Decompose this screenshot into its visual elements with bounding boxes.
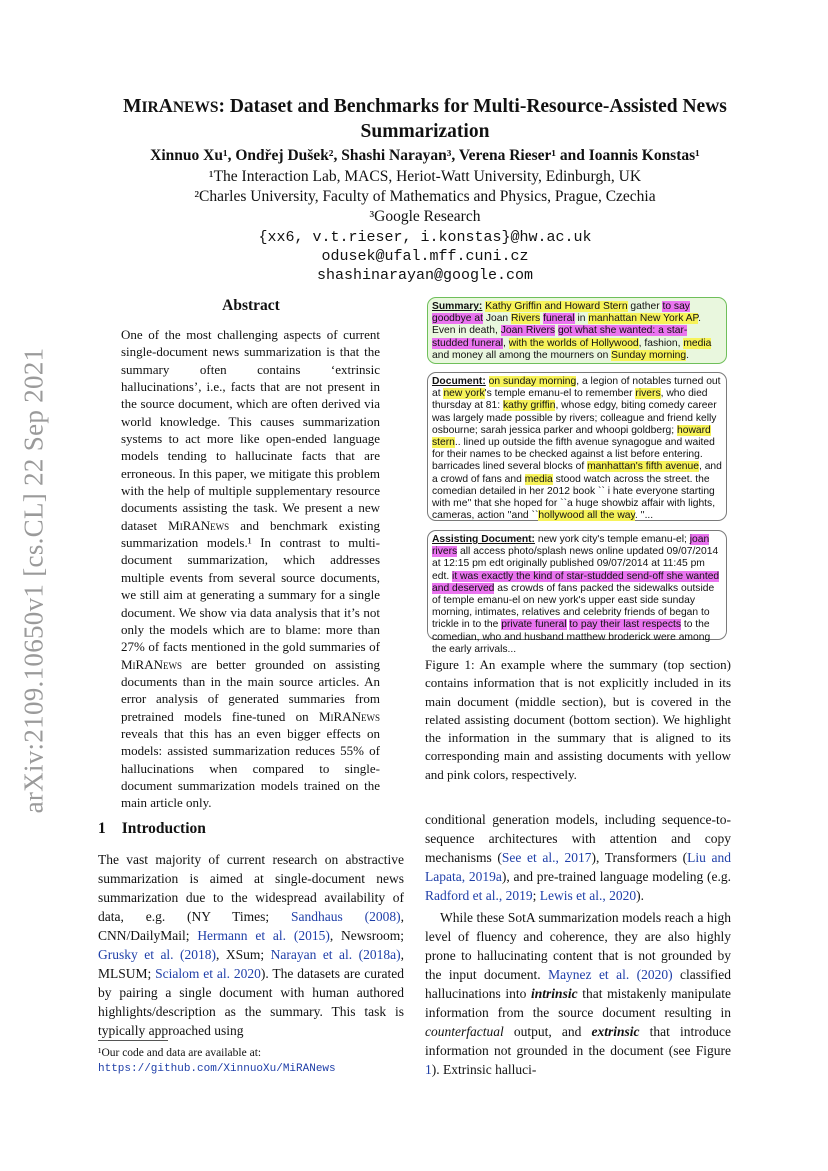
abstract-body: One of the most challenging aspects of current single-document news summarization is that the summary often contains ‘extrinsic hallucinations’, i.e., facts that are not present in the source document, which are often derived via world knowledge. This causes summarization systems to act more like open-ended language models tending to hallucinate facts that are erroneous. In this paper, we mitigate this problem with the help of multiple supplementary resource documents assisting the task. We present a new dataset MiRANews and benchmark existing summarization models.¹ In contrast to multi-document summarization, which addresses multiple events from several source documents, we still aim at generating a summary for a single document. We show via data analysis that it’s not only the models which are to blame: more than 27% of facts mentioned in the gold summaries of MiRANews are better grounded on assisting documents than in the main source articles. An error analysis of generated summaries from pretrained models fine-tuned on MiRANews reveals that this has an even bigger effects on models: assisted summarization reduces 55% of hallucinations when compared to single-document summarization models trained on the main article only.: [121, 327, 381, 811]
code-url-link[interactable]: https://github.com/XinnuoXu/MiRANews: [98, 1063, 336, 1075]
figure-ref-link[interactable]: 1: [425, 1062, 432, 1077]
citation-link[interactable]: Scialom et al. 2020: [155, 966, 261, 981]
email-3: shashinarayan@google.com: [316, 267, 534, 284]
citation-link[interactable]: Sandhaus (2008): [291, 909, 401, 924]
footnote: ¹Our code and data are available at: https://github.com/XinnuoXu/MiRANews: [98, 1047, 336, 1075]
affiliation-2: ²Charles University, Faculty of Mathematics and Physics, Prague, Czechia: [194, 188, 656, 205]
section-heading-introduction: 1 Introduction: [98, 820, 206, 837]
affiliation-3: ³Google Research: [369, 208, 481, 225]
citation-link[interactable]: Grusky et al. (2018): [98, 947, 217, 962]
footnote-rule: [98, 1040, 168, 1041]
figure-assisting-document-box: Assisting Document: new york city's temple emanu-el; joan rivers all access photo/splash news online updated 09/07/2014 at 12:15 pm edt originally published 09/07/2014 at 11:45 pm edt. it was exactly the kind of star-studded send-off she wanted and deserved as crowds of fans packed the sidewalks outside of temple emanu-el on new york's upper east side sunday morning, intimates, relatives and celebrity friends of began to trickle in to the private funeral to pay their last respects to the comedian, who and husband matthew broderick were among the early arrivals...: [427, 530, 727, 640]
citation-link[interactable]: Maynez et al. (2020): [548, 967, 673, 982]
right-column-body: conditional generation models, including sequence-to-sequence architectures with attention and copy mechanisms (See et al., 2017), Transformers (Liu and Lapata, 2019a), and pre-trained language modeling (e.g. Radford et al., 2019; Lewis et al., 2020). While these SotA summarization models reach a high level of fluency and coherence, they are also highly prone to hallucinating content that is not grounded by the input document. Maynez et al. (2020) classified hallucinations into intrinsic that mistakenly manipulate information from the source document resulting in counterfactual output, and extrinsic that introduce information not grounded in the document (see Figure 1). Extrinsic halluci-: [425, 812, 732, 1077]
citation-link[interactable]: Liu and Lapata, 2019a: [425, 850, 732, 884]
figure-caption: Figure 1: An example where the summary (top section) contains information that is not explicitly included in its main document (middle section), but is covered in the related assisting document (bottom section). We highlight the information in the summary that is aligned to its corresponding main and assisting documents with yellow and pink colors, respectively.: [425, 657, 731, 782]
citation-link[interactable]: See et al., 2017: [501, 850, 592, 865]
figure-document-box: Document: on sunday morning, a legion of notables turned out at new york's temple emanu-el to remember rivers, who died thursday at 81: kathy griffin, whose edgy, biting comedy career was largely made possible by rivers; colleague and friend kelly osbourne; sarah jessica parker and whoopi goldberg; howard stern.. lined up outside the fifth avenue synagogue and waited for their names to be checked against a list before entering. barricades lined several blocks of manhattan's fifth avenue, and a crowd of fans and media stood watch across the street. the comedian detailed in her 2012 book `` i hate everyone starting with me'' that she hoped for ``a huge showbiz affair with lights, cameras, action ''and ``hollywood all the way. ''...: [427, 372, 727, 521]
abstract-heading: Abstract: [222, 297, 280, 314]
citation-link[interactable]: Narayan et al. (2018a): [270, 947, 401, 962]
paper-title: MIRANEWS: Dataset and Benchmarks for Multi-Resource-Assisted News Summarization: [123, 96, 727, 142]
citation-link[interactable]: Lewis et al., 2020: [539, 888, 637, 903]
introduction-body: The vast majority of current research on abstractive summarization is aimed at single-document news summarization due to the widespread availability of data, e.g. (NY Times; Sandhaus (2008), CNN/DailyMail; Hermann et al. (2015), Newsroom; Grusky et al. (2018), XSum; Narayan et al. (2018a), MLSUM; Scialom et al. 2020). The datasets are curated by pairing a single document with human authored highlights/description as the summary. This task is typically approached using: [98, 852, 405, 1038]
affiliation-1: ¹The Interaction Lab, MACS, Heriot-Watt University, Edinburgh, UK: [208, 168, 642, 185]
author-list: Xinnuo Xu¹, Ondřej Dušek², Shashi Narayan³, Verena Rieser¹ and Ioannis Konstas¹: [150, 147, 700, 164]
arxiv-stamp: arXiv:2109.10650v1 [cs.CL] 22 Sep 2021: [18, 347, 49, 813]
email-2: odusek@ufal.mff.cuni.cz: [321, 248, 529, 265]
email-1: {xx6, v.t.rieser, i.konstas}@hw.ac.uk: [258, 229, 592, 246]
citation-link[interactable]: Radford et al., 2019: [425, 888, 533, 903]
figure-summary-box: Summary: Kathy Griffin and Howard Stern gather to say goodbye at Joan Rivers funeral in manhattan New York AP. Even in death, Joan Rivers got what she wanted: a star-studded funeral, with the worlds of Hollywood, fashion, media and money all among the mourners on Sunday morning.: [427, 297, 727, 364]
citation-link[interactable]: Hermann et al. (2015): [197, 928, 330, 943]
